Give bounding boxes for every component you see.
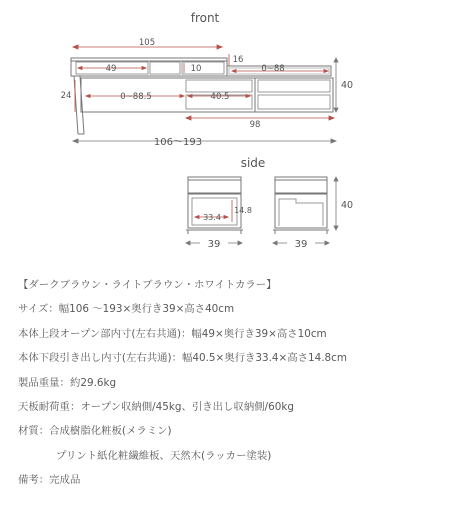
spec-drawer-inner: 本体下段引き出し内寸(左右共通)：幅40.5×奥行き33.4×高さ14.8cm — [18, 352, 347, 365]
spec-material: 材質：合成樹脂化粧板(メラミン) — [18, 425, 172, 438]
spec-upper-inner: 本体上段オープン部内寸(左右共通)：幅49×奥行き39×高さ10cm — [18, 327, 327, 340]
dim-drawer-height: 14.8 — [234, 206, 252, 215]
side-view-label: side — [240, 156, 266, 170]
spec-weight: 製品重量：約29.6kg — [18, 376, 117, 389]
dim-drawer-depth: 33.4 — [203, 213, 221, 222]
dim-side-height: 40 — [340, 200, 354, 211]
dim-lower-width: 98 — [249, 120, 261, 130]
spec-material-cont: プリント紙化粧繊維板、天然木(ラッカー塗装) — [56, 449, 272, 462]
dim-drawer-width: 40.5 — [210, 92, 230, 102]
dim-total-width: 106～193 — [153, 137, 203, 148]
spec-load: 天板耐荷重：オープン収納側/45kg、引き出し収納側/60kg — [18, 400, 294, 413]
dim-extend-upper: 0~88 — [261, 64, 285, 74]
dim-upper-open-height: 10 — [190, 64, 202, 74]
dim-top-width: 105 — [138, 38, 156, 48]
spec-colors: 【ダークブラウン・ライトブラウン・ホワイトカラー】 — [18, 279, 277, 291]
dim-side-depth-left: 39 — [207, 239, 221, 250]
spec-list — [18, 273, 443, 493]
spec-size: サイズ：幅106 ～193×奥行き39×高さ40cm — [18, 303, 235, 316]
dim-side-depth-right: 39 — [294, 239, 308, 250]
dim-upper-open-width: 49 — [105, 64, 117, 74]
dim-extend-lower: 0~88.5 — [120, 92, 152, 102]
spec-notes: 備考：完成品 — [18, 474, 81, 487]
dim-front-height: 40 — [340, 80, 354, 91]
dim-leg-height: 24 — [60, 91, 72, 101]
dim-upper-gap: 16 — [232, 55, 244, 65]
front-view-label: front — [190, 11, 220, 25]
